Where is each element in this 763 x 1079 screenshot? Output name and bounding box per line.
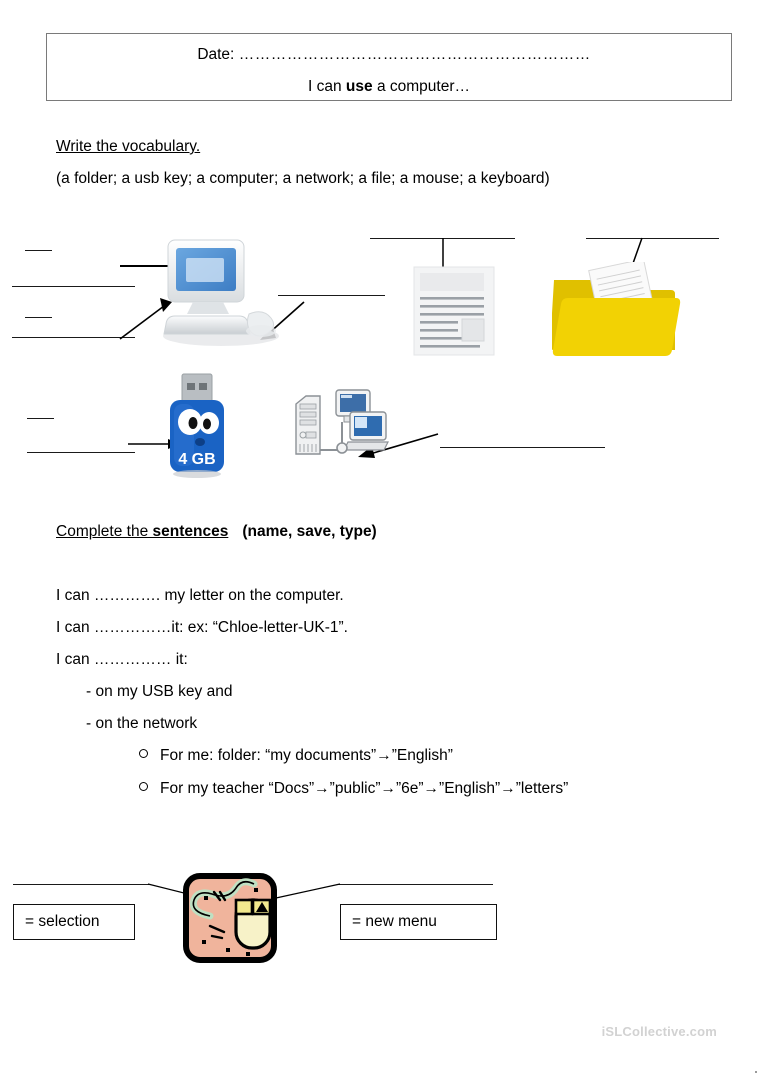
heading-keyword: sentences: [152, 523, 229, 540]
selection-label-box: [13, 904, 135, 940]
document-file-icon: [412, 265, 498, 357]
title-keyword: use: [345, 78, 373, 96]
answer-line-folder[interactable]: [586, 238, 719, 239]
sub-item-usb-key: - on my USB key and: [86, 683, 233, 700]
answer-line-short-2[interactable]: [25, 317, 52, 318]
title-prefix: I can: [308, 78, 346, 96]
title-suffix: a computer…: [372, 78, 470, 96]
new-menu-label-text: = new menu: [352, 913, 437, 930]
answer-line-long-1[interactable]: [12, 286, 135, 287]
answer-line-usb[interactable]: [27, 452, 135, 453]
header-box: [46, 33, 732, 101]
computer-monitor-icon: [155, 238, 285, 350]
write-vocabulary-heading: Write the vocabulary.: [56, 138, 201, 155]
bullet-item-for-teacher: [139, 780, 568, 798]
complete-sentences-heading: [56, 523, 377, 541]
usb-key-icon: [164, 372, 230, 478]
circle-bullet-icon: [139, 782, 148, 791]
answer-line-network[interactable]: [440, 447, 605, 448]
date-line: [47, 46, 731, 63]
bullet-text: For me: folder: “my documents”→”English”: [160, 747, 453, 764]
answer-line-selection[interactable]: [13, 884, 149, 885]
corner-dot: [755, 1071, 757, 1073]
folder-icon: [552, 262, 684, 358]
answer-line-mouse[interactable]: [278, 295, 385, 296]
date-dots: …………………………………………………………: [238, 46, 591, 63]
vocabulary-word-bank: (a folder; a usb key; a computer; a network; a file; a mouse; a keyboard): [56, 170, 550, 187]
circle-bullet-icon: [139, 749, 148, 758]
sentence-line-3: I can …………… it:: [56, 651, 188, 668]
cartoon-mouse-icon: [180, 872, 288, 964]
date-label: Date:: [197, 46, 235, 63]
islcollective-watermark: iSLCollective.com: [601, 1024, 717, 1039]
selection-label-text: = selection: [25, 913, 100, 930]
usb-capacity-label: 4 GB: [178, 451, 216, 468]
new-menu-label-box: [340, 904, 497, 940]
answer-line-long-2[interactable]: [12, 337, 135, 338]
bullet-text: For my teacher “Docs”→”public”→”6e”→”English”→”letters”: [160, 780, 569, 797]
answer-line-new-menu[interactable]: [338, 884, 493, 885]
answer-line-short-1[interactable]: [25, 250, 52, 251]
sub-item-network: - on the network: [86, 715, 198, 732]
bullet-item-for-me: [139, 747, 453, 765]
worksheet-title: [47, 78, 731, 95]
answer-line-short-3[interactable]: [27, 418, 54, 419]
heading-word-list: (name, save, type): [242, 523, 377, 540]
sentence-line-1: I can …………. my letter on the computer.: [56, 587, 344, 604]
sentence-line-2: I can ……………it: ex: “Chloe-letter-UK-1”.: [56, 619, 348, 636]
heading-prefix: Complete the: [56, 523, 153, 540]
network-computers-icon: [292, 386, 390, 462]
